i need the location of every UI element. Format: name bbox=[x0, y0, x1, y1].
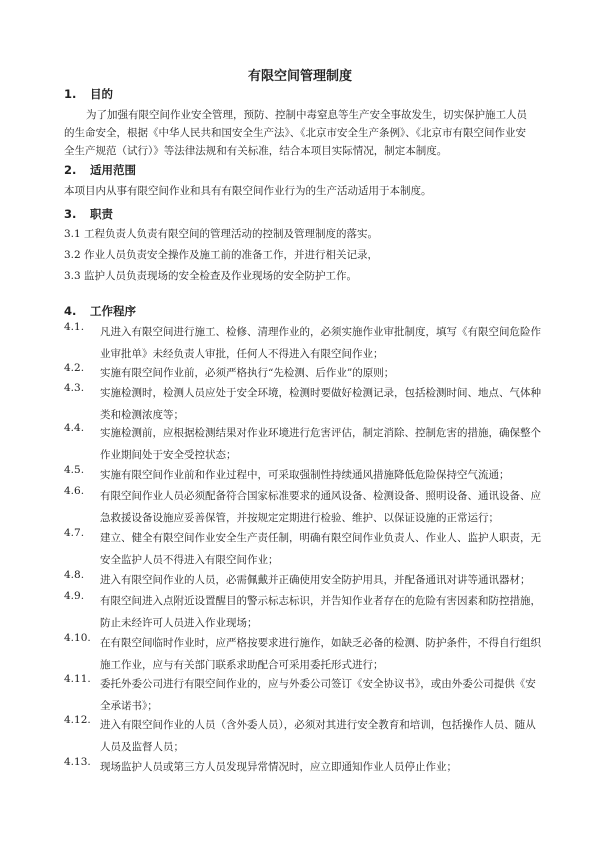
procedure-item-line: 实施检测时，检测人员应处于安全环境，检测时要做好检测记录，包括检测时间、地点、气体种 bbox=[100, 387, 541, 399]
procedure-item-number: 4.4. bbox=[64, 422, 85, 434]
scope-text: 本项目内从事有限空间作业和具有有限空间作业行为的生产活动适用于本制度。 bbox=[64, 185, 432, 197]
procedure-item-line: 有限空间进入点附近设置醒目的警示标志标识，并告知作业者存在的危险有害因素和防控措施， bbox=[100, 595, 541, 607]
procedure-item-line: 有限空间作业人员必须配备符合国家标准要求的通风设备、检测设备、照明设备、通讯设备、应 bbox=[100, 490, 541, 502]
procedure-item-number: 4.9. bbox=[64, 590, 85, 602]
procedure-item-line: 实施有限空间作业前和作业过程中，可采取强制性持续通风措施降低危险保持空气流通； bbox=[100, 469, 510, 481]
section-title: 适用范围 bbox=[90, 163, 136, 177]
procedure-item-line: 进入有限空间作业的人员，必需佩戴并正确使用安全防护用具，并配备通讯对讲等通讯器材； bbox=[100, 574, 531, 586]
procedure-item-line: 防止未经许可人员进入作业现场； bbox=[100, 617, 258, 629]
section-heading-duties bbox=[64, 206, 113, 222]
section-title: 工作程序 bbox=[90, 304, 136, 318]
purpose-line-2: 的生命安全，根据《中华人民共和国安全生产法》、《北京市安全生产条例》、《北京市有限空间作业安 bbox=[64, 127, 526, 139]
section-number: 4. bbox=[64, 304, 77, 318]
procedure-item-line: 在有限空间临时作业时，应严格按要求进行施作，如缺乏必备的检测、防护条件，不得自行组织 bbox=[100, 637, 541, 649]
procedure-item-line: 实施检测前，应根据检测结果对作业环境进行危害评估，制定消除、控制危害的措施，确保整个 bbox=[100, 427, 541, 439]
procedure-item-number: 4.8. bbox=[64, 569, 85, 581]
section-number: 2. bbox=[64, 163, 77, 177]
duty-item: 3.3 监护人员负责现场的安全检查及作业现场的安全防护工作。 bbox=[64, 270, 358, 282]
procedure-item-line: 实施有限空间作业前，必须严格执行“先检测、后作业”的原则； bbox=[100, 367, 395, 379]
duty-item: 3.2 作业人员负责安全操作及施工前的准备工作，并进行相关记录， bbox=[64, 249, 379, 261]
procedure-item-number: 4.11. bbox=[64, 673, 91, 685]
procedure-item-line: 全承诺书》； bbox=[100, 700, 158, 712]
procedure-item-number: 4.10. bbox=[64, 632, 91, 644]
procedure-item-number: 4.12. bbox=[64, 714, 91, 726]
duty-item: 3.1 工程负责人负责有限空间的管理活动的控制及管理制度的落实。 bbox=[64, 228, 379, 240]
procedure-item-line: 委托外委公司进行有限空间作业的，应与外委公司签订《安全协议书》，或由外委公司提供《安 bbox=[100, 678, 536, 690]
section-heading-procedure bbox=[64, 303, 136, 319]
section-title: 目的 bbox=[90, 87, 113, 101]
section-heading-purpose bbox=[64, 86, 113, 102]
procedure-item-line: 类和检测浓度等； bbox=[100, 409, 184, 421]
section-number: 3. bbox=[64, 207, 77, 221]
purpose-line-3: 全生产规范（试行）》等法律法规和有关标准，结合本项目实际情况，制定本制度。 bbox=[64, 145, 448, 157]
procedure-item-line: 进入有限空间作业的人员（含外委人员），必须对其进行安全教育和培训，包括操作人员、随从 bbox=[100, 719, 536, 731]
procedure-item-number: 4.13. bbox=[64, 756, 91, 768]
procedure-item-line: 现场监护人员或第三方人员发现异常情况时，应立即通知作业人员停止作业； bbox=[100, 761, 457, 773]
procedure-item-line: 人员及监督人员； bbox=[100, 741, 184, 753]
procedure-item-number: 4.6. bbox=[64, 485, 85, 497]
purpose-line-1: 为了加强有限空间作业安全管理，预防、控制中毒窒息等生产安全事故发生，切实保护施工人员 bbox=[86, 109, 527, 121]
procedure-item-number: 4.5. bbox=[64, 464, 85, 476]
procedure-item-line: 建立、健全有限空间作业安全生产责任制，明确有限空间作业负责人、作业人、监护人职责，无 bbox=[100, 532, 541, 544]
procedure-item-line: 业审批单》未经负责人审批，任何人不得进入有限空间作业； bbox=[100, 348, 384, 360]
procedure-item-line: 安全监护人员不得进入有限空间作业； bbox=[100, 554, 279, 566]
section-number: 1. bbox=[64, 87, 77, 101]
procedure-item-number: 4.2. bbox=[64, 362, 85, 374]
procedure-item-line: 施工作业，应与有关部门联系求助配合可采用委托形式进行； bbox=[100, 659, 384, 671]
procedure-item-line: 凡进入有限空间进行施工、检修、清理作业的，必须实施作业审批制度，填写《有限空间危险作 bbox=[100, 326, 541, 338]
page-title: 有限空间管理制度 bbox=[247, 69, 352, 84]
procedure-item-line: 急救援设备设施应妥善保管，并按规定定期进行检验、维护、以保证设施的正常运行； bbox=[100, 512, 499, 524]
procedure-item-number: 4.3. bbox=[64, 382, 85, 394]
procedure-item-number: 4.1. bbox=[64, 321, 85, 333]
procedure-item-line: 作业期间处于安全受控状态； bbox=[100, 449, 237, 461]
procedure-item-number: 4.7. bbox=[64, 527, 85, 539]
section-title: 职责 bbox=[90, 207, 113, 221]
section-heading-scope bbox=[64, 162, 136, 178]
